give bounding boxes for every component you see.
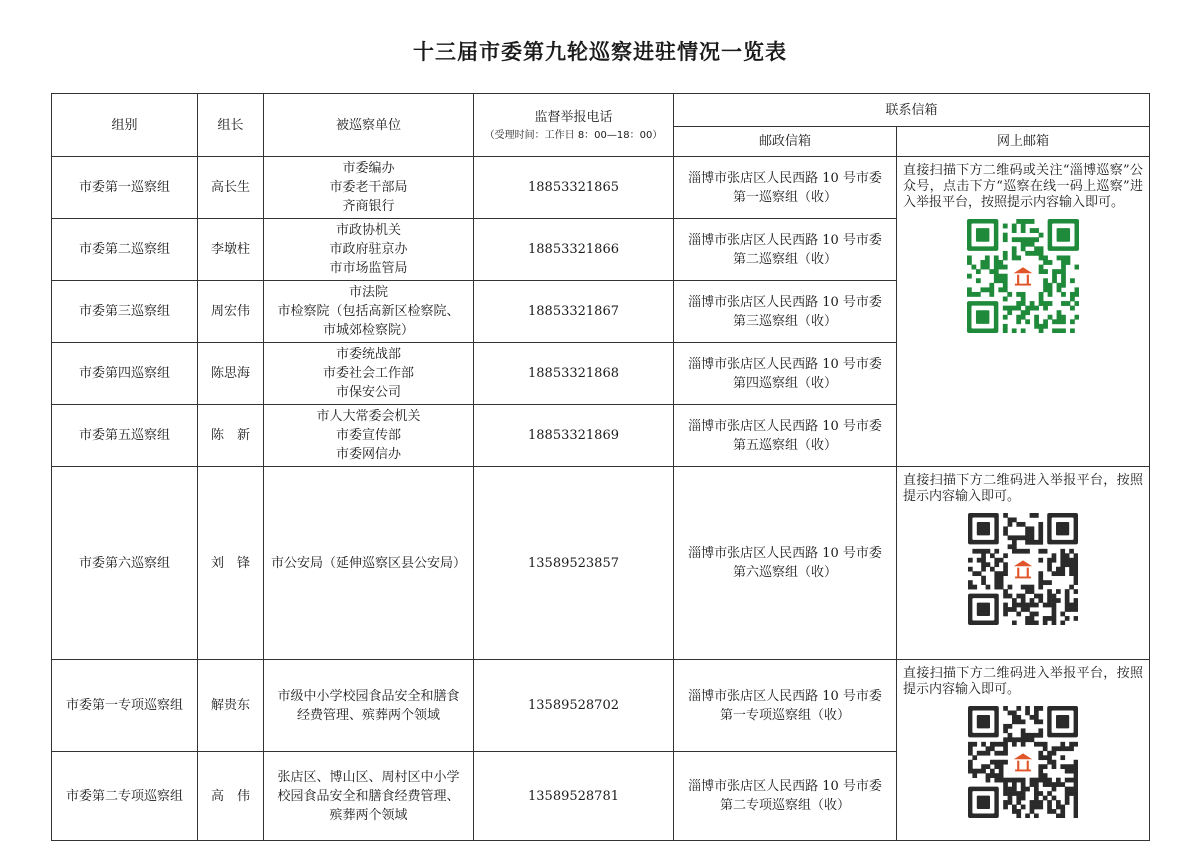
online-instructions: 直接扫描下方二维码进入举报平台，按照提示内容输入即可。 xyxy=(903,666,1144,697)
postal-line: 第一专项巡察组（收） xyxy=(719,707,850,723)
page-title: 十三届市委第九轮巡察进驻情况一览表 xyxy=(413,39,787,64)
unit-line: 市委老干部局 xyxy=(329,180,408,195)
unit-line: 市政府驻京办 xyxy=(329,242,408,257)
group-cell: 市委第三巡察组 xyxy=(52,281,198,343)
unit-line: 市人大常委会机关 xyxy=(316,409,421,424)
group-cell: 市委第五巡察组 xyxy=(52,405,198,467)
unit-line: 市委网信办 xyxy=(335,447,401,462)
header-phone-label: 监督举报电话 xyxy=(534,109,613,125)
postal-cell xyxy=(674,660,897,752)
patrol-table xyxy=(51,93,1150,841)
leader-cell: 高长生 xyxy=(198,157,264,219)
phone-cell: 18853321868 xyxy=(474,343,674,405)
leader-cell: 李墩柱 xyxy=(198,219,264,281)
phone-cell: 13589528702 xyxy=(474,660,674,752)
postal-line: 第四巡察组（收） xyxy=(732,375,837,391)
table-row xyxy=(52,660,1150,752)
phone-cell: 18853321867 xyxy=(474,281,674,343)
unit-line: 张店区、博山区、周村区中小学 xyxy=(277,769,460,785)
postal-cell xyxy=(674,281,897,343)
unit-line: 市保安公司 xyxy=(335,385,401,400)
phone-cell: 18853321866 xyxy=(474,219,674,281)
group-cell: 市委第二专项巡察组 xyxy=(52,752,198,841)
units-cell xyxy=(264,752,474,841)
unit-line: 市级中小学校园食品安全和膳食 xyxy=(277,688,460,704)
unit-line: 经费管理、殡葬两个领域 xyxy=(296,707,440,723)
unit-line: 市公安局（延伸巡察区县公安局） xyxy=(270,555,466,571)
unit-line: 殡葬两个领域 xyxy=(329,807,408,823)
phone-cell: 13589528781 xyxy=(474,752,674,841)
online-instructions: 直接扫描下方二维码进入举报平台，按照提示内容输入即可。 xyxy=(903,473,1144,504)
postal-line: 淄博市张店区人民西路 10 号市委 xyxy=(688,688,882,704)
header-units: 被巡察单位 xyxy=(264,94,474,157)
postal-line: 第二专项巡察组（收） xyxy=(719,798,850,813)
postal-line: 淄博市张店区人民西路 10 号市委 xyxy=(688,294,882,310)
unit-line: 齐商银行 xyxy=(342,199,395,214)
units-cell xyxy=(264,405,474,467)
group-cell: 市委第一巡察组 xyxy=(52,157,198,219)
header-group: 组别 xyxy=(52,94,198,157)
units-cell xyxy=(264,660,474,752)
unit-line: 市城郊检察院） xyxy=(322,323,414,338)
units-cell xyxy=(264,219,474,281)
postal-line: 淄博市张店区人民西路 10 号市委 xyxy=(688,356,882,372)
postal-line: 第六巡察组（收） xyxy=(732,565,837,580)
phone-cell: 18853321869 xyxy=(474,405,674,467)
postal-cell xyxy=(674,343,897,405)
postal-line: 淄博市张店区人民西路 10 号市委 xyxy=(688,232,882,248)
header-leader: 组长 xyxy=(198,94,264,157)
postal-line: 淄博市张店区人民西路 10 号市委 xyxy=(688,170,882,186)
group-cell: 市委第六巡察组 xyxy=(52,467,198,660)
group-cell: 市委第四巡察组 xyxy=(52,343,198,405)
units-cell xyxy=(264,157,474,219)
header-postal: 邮政信箱 xyxy=(674,127,897,157)
units-cell xyxy=(264,281,474,343)
online-mailbox-cell-3 xyxy=(897,660,1150,841)
postal-line: 第三巡察组（收） xyxy=(732,313,837,329)
unit-line: 市委社会工作部 xyxy=(322,366,414,381)
postal-cell xyxy=(674,467,897,660)
phone-cell: 18853321865 xyxy=(474,157,674,219)
postal-line: 第五巡察组（收） xyxy=(732,437,837,453)
qr-code-icon[interactable] xyxy=(968,706,1078,818)
online-instructions: 直接扫描下方二维码或关注“淄博巡察”公众号，点击下方“巡察在线一码上巡察”进入举报平台，按照提示内容输入即可。 xyxy=(903,163,1144,210)
unit-line: 校园食品安全和膳食经费管理、 xyxy=(277,788,460,804)
unit-line: 市法院 xyxy=(348,285,388,300)
leader-cell: 陈思海 xyxy=(198,343,264,405)
postal-cell xyxy=(674,405,897,467)
unit-line: 市委统战部 xyxy=(335,347,401,362)
postal-line: 淄博市张店区人民西路 10 号市委 xyxy=(688,418,882,434)
leader-cell: 解贵东 xyxy=(198,660,264,752)
unit-line: 市委宣传部 xyxy=(335,428,401,443)
postal-cell xyxy=(674,752,897,841)
phone-cell: 13589523857 xyxy=(474,467,674,660)
units-cell xyxy=(264,467,474,660)
group-cell: 市委第一专项巡察组 xyxy=(52,660,198,752)
header-phone-note: （受理时间：工作日 8：00—18：00） xyxy=(484,129,663,141)
table-row xyxy=(52,467,1150,660)
units-cell xyxy=(264,343,474,405)
postal-line: 淄博市张店区人民西路 10 号市委 xyxy=(688,546,882,561)
online-mailbox-cell-2 xyxy=(897,467,1150,660)
qr-code-icon[interactable] xyxy=(968,513,1078,625)
group-cell: 市委第二巡察组 xyxy=(52,219,198,281)
leader-cell: 刘 锋 xyxy=(198,467,264,660)
unit-line: 市检察院（包括高新区检察院、 xyxy=(277,304,460,319)
qr-code-icon[interactable] xyxy=(967,219,1079,333)
postal-line: 第一巡察组（收） xyxy=(732,189,837,205)
postal-cell xyxy=(674,219,897,281)
leader-cell: 陈 新 xyxy=(198,405,264,467)
postal-line: 第二巡察组（收） xyxy=(732,251,837,267)
online-mailbox-cell-1 xyxy=(897,157,1150,467)
unit-line: 市政协机关 xyxy=(335,223,401,238)
header-online: 网上邮箱 xyxy=(897,127,1150,157)
leader-cell: 高 伟 xyxy=(198,752,264,841)
leader-cell: 周宏伟 xyxy=(198,281,264,343)
unit-line: 市委编办 xyxy=(342,161,395,176)
table-row xyxy=(52,157,1150,219)
postal-cell xyxy=(674,157,897,219)
unit-line: 市市场监管局 xyxy=(329,261,408,276)
header-phone xyxy=(474,94,674,157)
header-mailbox: 联系信箱 xyxy=(674,94,1150,127)
postal-line: 淄博市张店区人民西路 10 号市委 xyxy=(688,779,882,794)
